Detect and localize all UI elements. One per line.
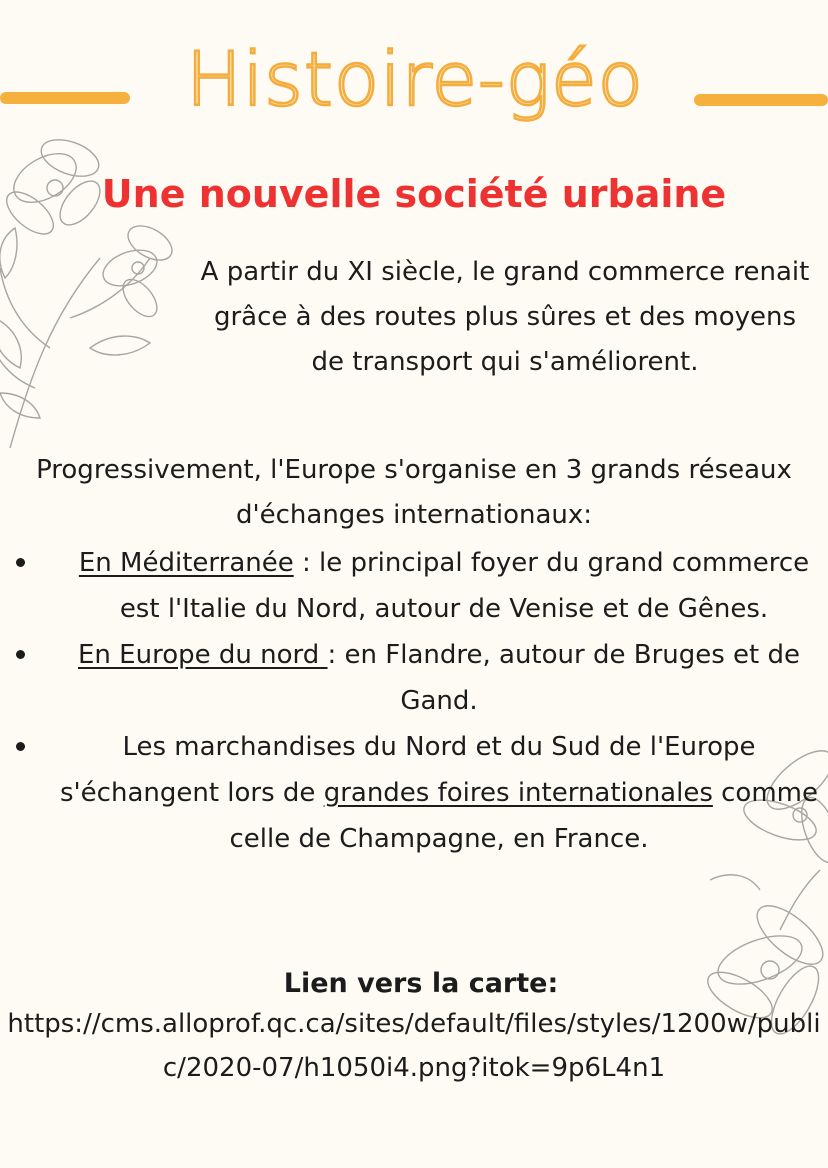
page-subtitle: Une nouvelle société urbaine: [101, 172, 727, 216]
bullet-text: [60, 540, 828, 632]
bullet-rest: comme celle de Champagne, en France.: [229, 778, 818, 854]
map-link-url[interactable]: https://cms.alloprof.qc.ca/sites/default/files/styles/1200w/public/2020-07/h1050i4.png?itok=9p6L4n1: [7, 1009, 821, 1083]
underlined-term: grandes foires internationales: [323, 778, 713, 808]
bullet-list: [0, 540, 828, 862]
page-title: Histoire-géo: [186, 37, 644, 123]
map-link-label: Lien vers la carte:: [283, 968, 559, 999]
bullet-dot-icon: [16, 650, 25, 659]
bullet-dot-icon: [16, 742, 25, 751]
list-item: [0, 724, 828, 862]
list-item: [0, 632, 828, 724]
bullet-rest: : le principal foyer du grand commerce est l'Italie du Nord, autour de Venise et de Gênes.: [119, 548, 810, 624]
header-decoration-bar: [0, 92, 130, 104]
bullet-text: [50, 724, 828, 862]
bullet-before: Les marchandises du Nord et du Sud de l'Europe s'échangent lors de: [59, 732, 756, 808]
intro-paragraph: A partir du XI siècle, le grand commerce renait grâce à des routes plus sûres et des moyens de transport qui s'améliorent.: [200, 257, 810, 377]
underlined-term: En Europe du nord: [78, 640, 328, 670]
header-decoration-bar: [694, 94, 828, 106]
list-item: [0, 540, 828, 632]
bullet-rest: : en Flandre, autour de Bruges et de Gand.: [327, 640, 800, 716]
bullet-text: [50, 632, 828, 724]
bullet-dot-icon: [16, 558, 25, 567]
networks-paragraph: Progressivement, l'Europe s'organise en 3 grands réseaux d'échanges internationaux:: [36, 455, 792, 530]
underlined-term: En Méditerranée: [78, 548, 294, 578]
